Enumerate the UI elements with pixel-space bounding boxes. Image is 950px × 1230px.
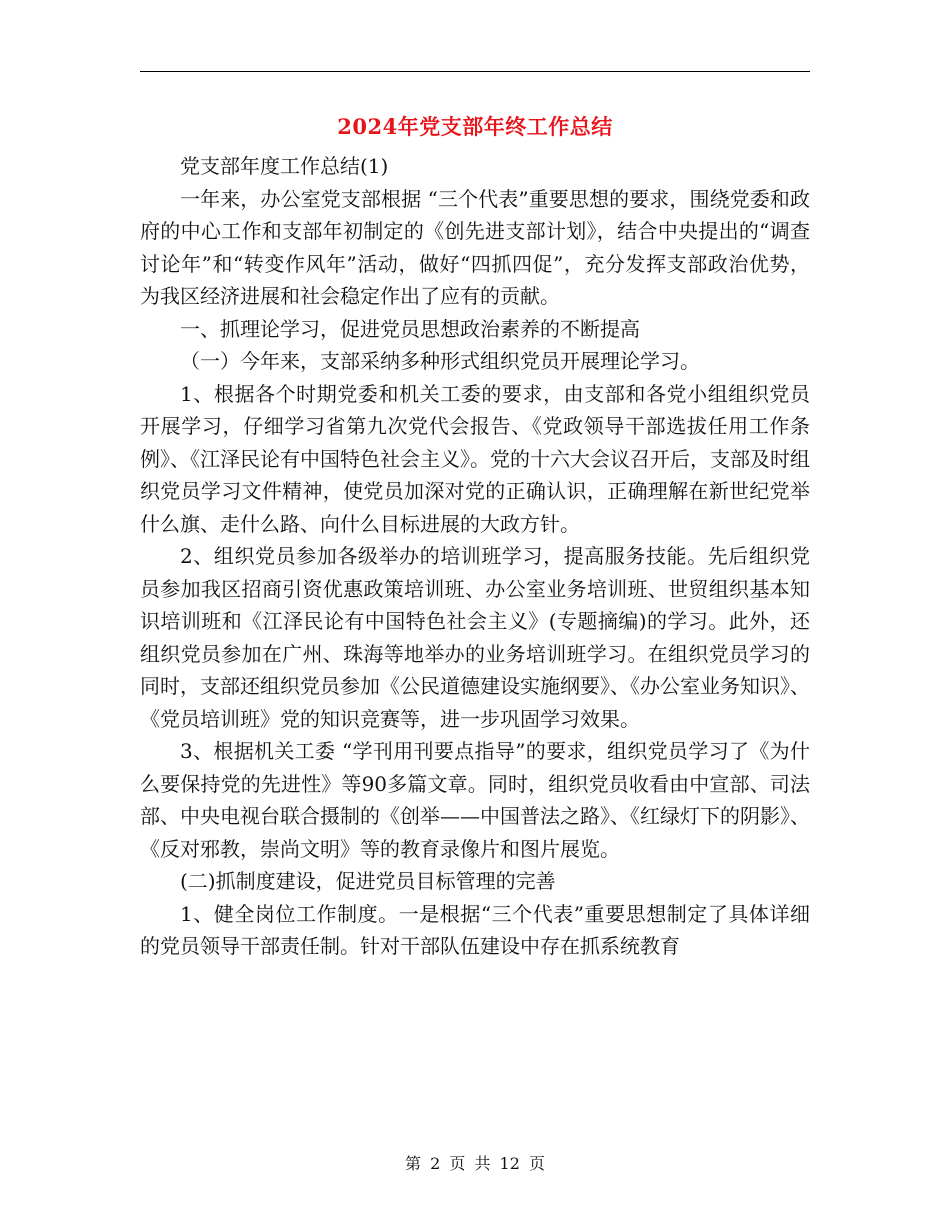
paragraph-subtitle: 党支部年度工作总结(1) [180,154,389,178]
subsection-heading-1: （一）今年来，支部采纳多种形式组织党员开展理论学习。 [180,349,700,373]
paragraph-item-4: 1、健全岗位工作制度。一是根据“三个代表”重要思想制定了具体详细的党员领导干部责任制。针对干部队伍建设中存在抓系统教育 [140,901,810,958]
paragraph-item-3: 3、根据机关工委 “学刊用刊要点指导”的要求，组织党员学习了《为什么要保持党的先进性》等90多篇文章。同时，组织党员收看由中宣部、司法部、中央电视台联合摄制的《创举——中国普法之路》、《红绿灯下的阴影》、《反对邪教，崇尚文明》等的教育录像片和图片展览。 [140,739,810,861]
section-heading-theory-study: 一、抓理论学习，促进党员思想政治素养的不断提高 [180,316,640,341]
paragraph-item-1: 1、根据各个时期党委和机关工委的要求，由支部和各党小组组织党员开展学习，仔细学习省第九次党代会报告、《党政领导干部选拔任用工作条例》、《江泽民论有中国特色社会主义》。党的十六大会议召开后，支部及时组织党员学习文件精神，使党员加深对党的正确认识，正确理解在新世纪党举什么旗、走什么路、向什么目标进展的大政方针。 [140,381,810,536]
paragraph-intro: 一年来，办公室党支部根据 “三个代表”重要思想的要求，围绕党委和政府的中心工作和支部年初制定的《创先进支部计划》，结合中央提出的“调查讨论年”和“转变作风年”活动，做好“四抓四促”，充分发挥支部政治优势，为我区经济进展和社会稳定作出了应有的贡献。 [140,186,810,308]
page-number-footer: 第 2 页 共 12 页 [405,1154,545,1173]
subsection-heading-2: (二)抓制度建设，促进党员目标管理的完善 [180,869,556,893]
paragraph-item-2: 2、组织党员参加各级举办的培训班学习，提高服务技能。先后组织党员参加我区招商引资优惠政策培训班、办公室业务培训班、世贸组织基本知识培训班和《江泽民论有中国特色社会主义》(专题摘编)的学习。此外，还组织党员参加在广州、珠海等地举办的业务培训班学习。在组织党员学习的同时，支部还组织党员参加《公民道德建设实施纲要》、《办公室业务知识》、《党员培训班》党的知识竞赛等，进一步巩固学习效果。 [140,544,810,731]
document-body [140,150,810,963]
document-title: 2024年党支部年终工作总结 [337,114,613,139]
header-rule [140,71,810,72]
